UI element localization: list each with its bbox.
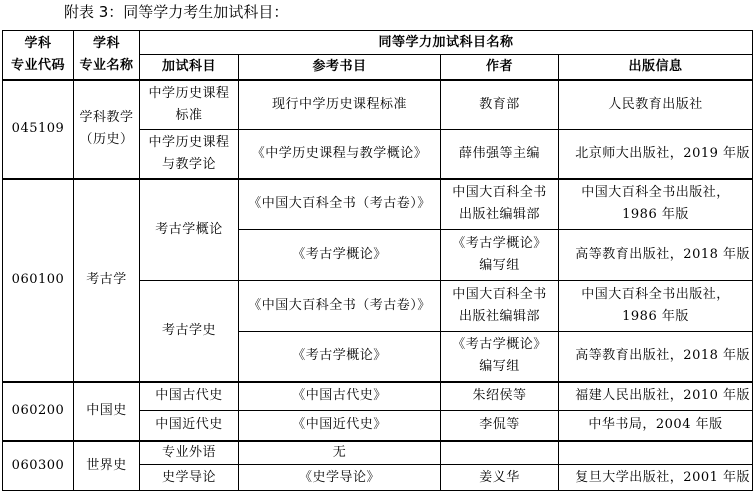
exam-subject: 考古学概论 bbox=[140, 179, 239, 281]
author: 李侃等 bbox=[441, 411, 559, 441]
publisher: 人民教育出版社 bbox=[559, 80, 753, 130]
author bbox=[441, 441, 559, 465]
publisher: 中国大百科全书出版社， 1986 年版 bbox=[559, 281, 753, 332]
exam-subject: 中学历史课程 标准 bbox=[140, 80, 239, 130]
table-row bbox=[3, 80, 753, 130]
table-row bbox=[3, 441, 753, 465]
header-author: 作者 bbox=[441, 55, 559, 80]
exam-subject: 中学历史课程 与教学论 bbox=[140, 130, 239, 179]
header-group-title: 同等学力加试科目名称 bbox=[140, 31, 753, 55]
reference-book: 无 bbox=[239, 441, 441, 465]
exam-subject: 考古学史 bbox=[140, 281, 239, 382]
header-subject: 加试科目 bbox=[140, 55, 239, 80]
publisher: 福建人民出版社，2010 年版 bbox=[559, 382, 753, 411]
author: 《考古学概论》 编写组 bbox=[441, 332, 559, 382]
reference-book: 《中学历史课程与教学概论》 bbox=[239, 130, 441, 179]
publisher: 中国大百科全书出版社， 1986 年版 bbox=[559, 179, 753, 230]
reference-book: 《考古学概论》 bbox=[239, 332, 441, 382]
discipline-name: 中国史 bbox=[74, 382, 140, 441]
reference-book: 《中国大百科全书（考古卷）》 bbox=[239, 179, 441, 230]
author: 中国大百科全书 出版社编辑部 bbox=[441, 179, 559, 230]
discipline-name: 考古学 bbox=[74, 179, 140, 382]
exam-subject: 专业外语 bbox=[140, 441, 239, 465]
author: 朱绍侯等 bbox=[441, 382, 559, 411]
exam-subject: 史学导论 bbox=[140, 465, 239, 491]
author: 姜义华 bbox=[441, 465, 559, 491]
header-discipline-name: 学科 专业名称 bbox=[74, 31, 140, 80]
author: 《考古学概论》 编写组 bbox=[441, 230, 559, 281]
header-reference-book: 参考书目 bbox=[239, 55, 441, 80]
publisher: 高等教育出版社，2018 年版 bbox=[559, 332, 753, 382]
author: 教育部 bbox=[441, 80, 559, 130]
discipline-code: 045109 bbox=[3, 80, 74, 179]
table-row bbox=[3, 179, 753, 230]
discipline-code: 060300 bbox=[3, 441, 74, 491]
reference-book: 现行中学历史课程标准 bbox=[239, 80, 441, 130]
publisher: 复旦大学出版社，2001 年版 bbox=[559, 465, 753, 491]
header-discipline-code: 学科 专业代码 bbox=[3, 31, 74, 80]
reference-book: 《中国近代史》 bbox=[239, 411, 441, 441]
discipline-code: 060100 bbox=[3, 179, 74, 382]
reference-book: 《史学导论》 bbox=[239, 465, 441, 491]
table-caption: 附表 3：同等学力考生加试科目： bbox=[64, 3, 289, 21]
discipline-name: 世界史 bbox=[74, 441, 140, 491]
publisher: 高等教育出版社，2018 年版 bbox=[559, 230, 753, 281]
author: 薛伟强等主编 bbox=[441, 130, 559, 179]
header-publisher: 出版信息 bbox=[559, 55, 753, 80]
exam-subject: 中国近代史 bbox=[140, 411, 239, 441]
author: 中国大百科全书 出版社编辑部 bbox=[441, 281, 559, 332]
reference-book: 《中国古代史》 bbox=[239, 382, 441, 411]
exam-subject: 中国古代史 bbox=[140, 382, 239, 411]
additional-exam-subjects-table bbox=[2, 30, 753, 491]
publisher: 中华书局，2004 年版 bbox=[559, 411, 753, 441]
discipline-code: 060200 bbox=[3, 382, 74, 441]
publisher bbox=[559, 441, 753, 465]
table-row bbox=[3, 382, 753, 411]
discipline-name: 学科教学 （历史） bbox=[74, 80, 140, 179]
publisher: 北京师大出版社，2019 年版 bbox=[559, 130, 753, 179]
reference-book: 《中国大百科全书（考古卷）》 bbox=[239, 281, 441, 332]
reference-book: 《考古学概论》 bbox=[239, 230, 441, 281]
